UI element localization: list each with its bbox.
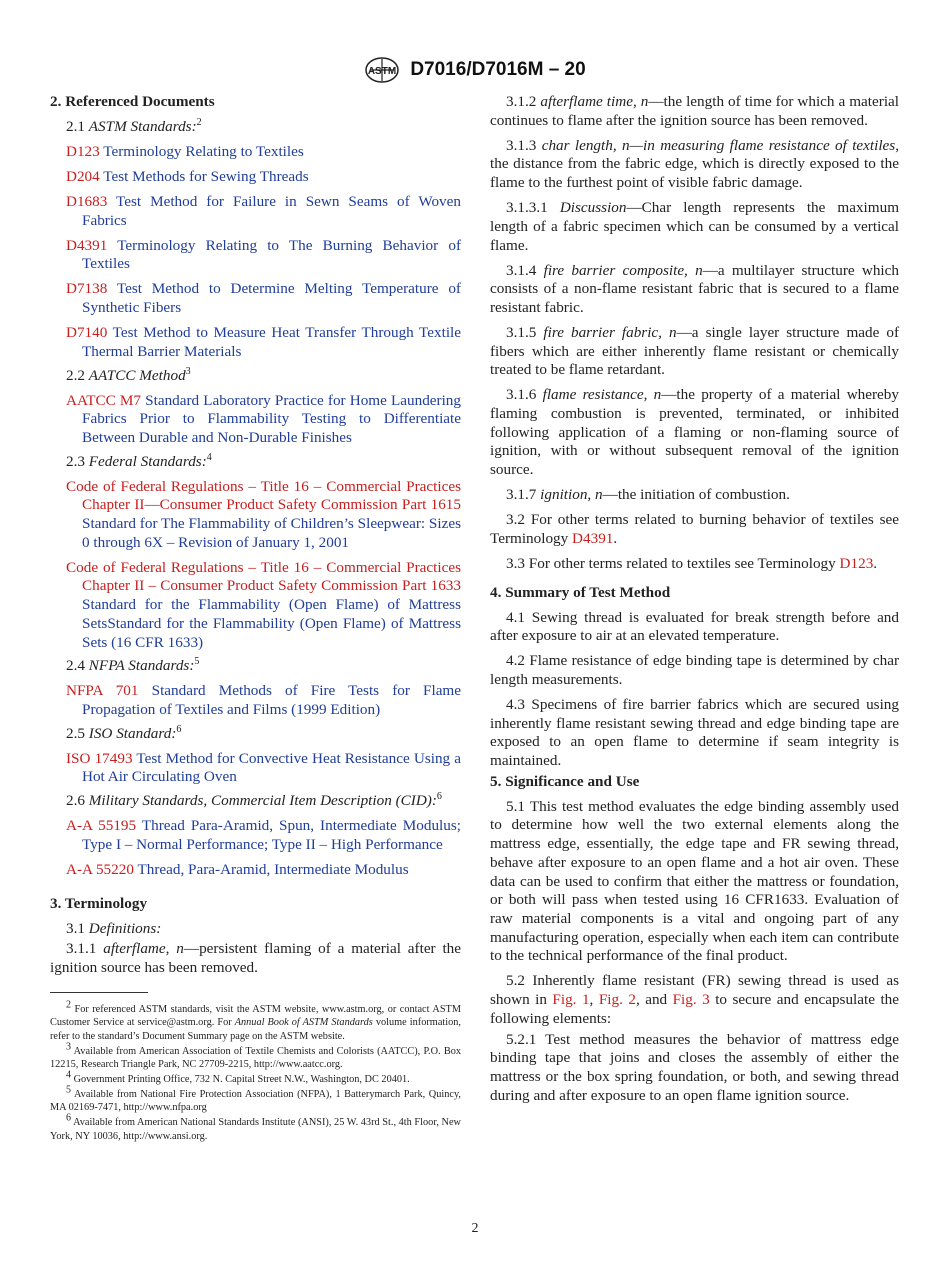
reference-title[interactable]: Test Method to Determine Melting Temperature of Synthetic Fibers [82,280,461,317]
reference-item [50,682,461,719]
section-heading: 3. Terminology [50,895,148,913]
footnote: $^5$ Available from National Fire Protection Association (NFPA), 1 Batterymarch Park, Quincy, MA 02169-7471, http://www.nfpa.org [50,1084,461,1114]
reference-item [50,168,461,187]
paragraph: 3.3 For other terms related to textiles see Terminology D123. [506,554,878,572]
reference-title[interactable]: Test Methods for Sewing Threads [103,168,309,185]
discussion: 3.1.3.1 Discussion—Char length represents the maximum length of a fabric specimen which can be consumed by a vertical flame. [490,199,900,254]
reference-link[interactable]: Code of Federal Regulations – Title 16 – Commercial Practices Chapter II – Consumer Product Safety Commission Part 1633 [66,558,461,595]
subsection: 2.3 Federal Standards:$^4$ [66,451,212,470]
reference-item [50,324,461,361]
subsection: 2.6 Military Standards, Commercial Item Description (CID):$^6$ [66,791,442,810]
reference-item [50,280,461,317]
reference-title[interactable]: Test Method for Convective Heat Resistance Using a Hot Air Circulating Oven [82,749,461,786]
definition: 3.1.3 char length, n—in measuring flame resistance of textiles, the distance from the fabric edge, which is directly exposed to the flame to the furthest point of visible fabric damage. [490,136,899,192]
reference-title[interactable]: Thread Para-Aramid, Spun, Intermediate Modulus; Type I – Normal Performance; Type II – High Performance [82,817,461,853]
section-heading: 5. Significance and Use [490,772,640,790]
paragraph: 5.1 This test method evaluates the edge binding assembly used to determine how well the two external elements along the mattress edge, essentially, the edge tape and FR sewing thread, behave after exposure to an open flame and a hot air oven. These data can be used to confirm that either the mattress or foundation, or both will pass when tested using 16 CFR1633. Evaluation of raw material components is a vital and ongoing part of any manufacturing operation, especially when each item can contribute to the technical performance of the final product. [490,797,899,965]
subsection: 2.5 ISO Standard:$^6$ [66,723,182,742]
paragraph: 3.2 For other terms related to burning behavior of textiles see Terminology D4391. [490,511,899,547]
reference-link[interactable]: D123 [66,143,100,160]
reference-link[interactable]: D4391 [572,529,614,547]
section-heading: 2. Referenced Documents [50,93,215,110]
reference-title[interactable]: Standard for The Flammability of Children’s Sleepwear: Sizes 0 through 6X – Revision of January 1, 2001 [82,515,461,551]
reference-title[interactable]: Standard Laboratory Practice for Home Laundering Fabrics Prior to Flammability Testing to Differentiate Between Durable and Non-Durable Finishes [82,391,461,446]
reference-link[interactable]: A-A 55195 [66,817,137,835]
reference-item [50,392,461,448]
subsection: 2.4 NFPA Standards:$^5$ [66,656,200,675]
footnote: $^2$ For referenced ASTM standards, visit the ASTM website, www.astm.org, or contact ASTM Customer Service at service@astm.org. For Annual Book of ASTM Standards volume information, refer to the standard’s Document Summary page on the ASTM website. [50,999,461,1042]
reference-link[interactable]: NFPA 701 [66,682,139,700]
definition: 3.1.6 flame resistance, n—the property of a material whereby flaming combustion is prevented, terminated, or inhibited following application of a flaming or non-flaming source of ignition, with or without subsequent removal of the ignition source. [490,386,899,479]
paragraph: 4.2 Flame resistance of edge binding tape is determined by char length measurements. [490,652,899,688]
reference-link[interactable]: Code of Federal Regulations – Title 16 – Commercial Practices Chapter II—Consumer Product Safety Commission Part 1615 [66,477,461,514]
document-code: D7016/D7016M – 20 [410,59,586,80]
subsection: 3.1 Definitions: [66,920,162,938]
astm-logo-icon [364,56,400,84]
subsection: 2.1 ASTM Standards:$^2$ [66,116,202,135]
reference-link[interactable]: D204 [66,168,100,185]
definition: 3.1.4 fire barrier composite, n—a multilayer structure which consists of a non-flame resistant fabric that is secured to a flame resistant fabric. [490,261,899,316]
page-header [0,56,950,84]
reference-item [50,861,461,880]
footnote-divider [50,992,148,993]
footnote: $^3$ Available from American Association of Textile Chemists and Colorists (AATCC), P.O. Box 12215, Research Triangle Park, NC 27709-2215, http://www.aatcc.org. [50,1041,461,1071]
reference-link[interactable]: AATCC M7 [66,391,142,409]
reference-title[interactable]: Test Method to Measure Heat Transfer Through Textile Thermal Barrier Materials [82,324,461,360]
subsection: 2.2 AATCC Method$^3$ [66,365,191,384]
reference-item [50,478,461,553]
section-heading: 4. Summary of Test Method [490,583,671,601]
reference-item [50,750,461,787]
reference-title[interactable]: Standard Methods of Fire Tests for Flame Propagation of Textiles and Films (1999 Edition) [82,682,461,718]
reference-link[interactable]: ISO 17493 [66,749,133,767]
figure-link[interactable]: Fig. 2 [598,991,636,1009]
footnotes [50,999,461,1145]
reference-link[interactable]: D7140 [66,324,108,342]
reference-item [50,559,461,653]
left-column [50,93,461,984]
reference-title[interactable]: Thread, Para-Aramid, Intermediate Modulus [137,860,409,878]
definition: 3.1.5 fire barrier fabric, n—a single layer structure made of fibers which are either inherently flame resistant or chemically treated to be flame retardant. [490,323,900,379]
reference-title[interactable]: Terminology Relating to The Burning Behavior of Textiles [82,236,461,273]
page-number: 2 [471,1221,479,1236]
right-column [490,93,899,1112]
reference-link[interactable]: D4391 [66,236,108,254]
paragraph: 5.2.1 Test method measures the behavior of mattress edge binding tape that joins and closes the assembly of either the mattress or the box spring foundation, or both, and sewing thread during and after exposure to an open flame ignition source. [490,1030,899,1104]
footnote: $^6$ Available from American National Standards Institute (ANSI), 25 W. 43rd St., 4th Floor, New York, NY 10036, http://www.ansi.org. [50,1112,461,1142]
reference-title[interactable]: Standard for the Flammability (Open Flame) of Mattress SetsStandard for the Flammability (Open Flame) of Mattress Sets (16 CFR 1633) [82,596,461,651]
astm-reference-list [50,143,461,362]
reference-title[interactable]: Test Method for Failure in Sewn Seams of Woven Fabrics [82,193,461,229]
figure-link[interactable]: Fig. 1 [552,991,590,1009]
svg-text:ASTM: ASTM [368,66,397,77]
reference-link[interactable]: A-A 55220 [66,860,134,878]
footnote: $^4$ Government Printing Office, 732 N. Capital Street N.W., Washington, DC 20401. [66,1069,410,1086]
figure-link[interactable]: Fig. 3 [672,991,710,1009]
paragraph: 5.2 Inherently flame resistant (FR) sewing thread is used as shown in Fig. 1, Fig. 2, and Fig. 3 to secure and encapsulate the following elements: [490,972,899,1027]
reference-title[interactable]: Terminology Relating to Textiles [103,143,304,160]
definition: 3.1.1 afterflame, n—persistent flaming of a material after the ignition source has been removed. [50,940,462,976]
reference-link[interactable]: D1683 [66,193,108,210]
paragraph: 4.1 Sewing thread is evaluated for break strength before and after exposure to air at an elevated temperature. [490,608,899,645]
definition: 3.1.7 ignition, n—the initiation of combustion. [506,486,790,504]
paragraph: 4.3 Specimens of fire barrier fabrics which are secured using inherently flame resistant sewing thread and edge binding tape are exposed to an open flame to determine if seam integrity is maintained. [490,695,899,770]
definition: 3.1.2 afterflame time, n—the length of time for which a material continues to flame after the ignition source has been removed. [490,93,899,129]
reference-item [50,193,461,230]
reference-link[interactable]: D123 [839,554,874,572]
reference-item [50,237,461,274]
reference-item [50,143,461,162]
reference-item [50,817,461,854]
reference-link[interactable]: D7138 [66,280,108,298]
